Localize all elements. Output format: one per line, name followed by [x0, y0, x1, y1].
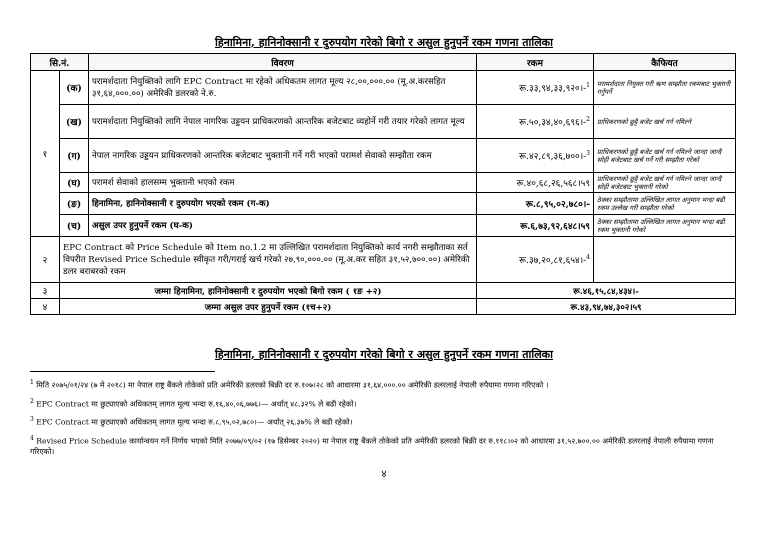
footnotes: [30, 377, 735, 462]
row-amount-cell: [477, 105, 594, 139]
sub-index: (च): [60, 215, 89, 237]
row-remark: परामर्शदाता नियुक्त गरी ऋण सम्झौता रकमबाट भुक्तानी गर्नुपर्ने: [594, 71, 736, 105]
page-title-repeat: हिनामिना, हानिनोक्सानी र दुरुपयोग गरेको बिगो र असुल हुनुपर्ने रकम गणना तालिका: [215, 348, 553, 361]
sub-index: (घ): [60, 173, 89, 193]
footnote-text: Revised Price Schedule कार्यान्वयन गर्ने निर्णय भएको मिति २०७७/०९/०२ (१७ डिसेम्बर २०२०) मा नेपाल राष्ट्र बैंकले तोकेको प्रति अमेरिकी डलरको बिक्री दर रु.११८।०२ को आधारमा ३१,५२,७००.०० अमेरिकी डलरलाई नेपाली रुपैयामा गणना गरिएको।: [30, 436, 714, 457]
sub-index: (ङ): [60, 193, 89, 215]
row-amount: रू.३७,२०,८१,६५४।-: [519, 256, 587, 266]
row-sn: २: [31, 237, 60, 283]
table-row: [31, 237, 736, 283]
footnote-ref: 4: [586, 254, 590, 261]
row-remark: प्राधिकरणको छुट्टै बजेट खर्च गर्न नमिल्ने जान्दा जान्दै सोही बजेटबाट खर्च गर्ने गरी सम्झौता गरेको: [594, 139, 736, 173]
row-description: असुल उपर हुनुपर्ने रकम (घ-क): [89, 215, 477, 237]
footnote: [30, 377, 735, 391]
row-amount-cell: [477, 139, 594, 173]
row-description: EPC Contract को Price Schedule को Item no.1.2 मा उल्लिखित परामर्शदाता नियुक्तिको कार्य नगरी सम्झौताका सर्त विपरीत Revised Price Schedule स्वीकृत गरी/गराई खर्च गरेको २७,९०,०००.०० (मू.अ.कर सहित ३१,५२,७००.००) अमेरिकी डलर बराबरको रकम: [60, 237, 477, 283]
row-amount: रू.४०,६८,२६,५६८।५९: [477, 173, 594, 193]
footnote-number: 3: [30, 416, 34, 424]
calculation-table: [30, 53, 736, 315]
row-description: परामर्शदाता नियुक्तिको लागि नेपाल नागरिक उड्डयन प्राधिकरणको आन्तरिक बजेटबाट व्यहोर्ने गरी तयार गरेको लागत मूल्य: [89, 105, 477, 139]
footnote: [30, 433, 735, 458]
sub-index: (ग): [60, 139, 89, 173]
footnote: [30, 414, 735, 428]
row-remark: प्राधिकरणको छुट्टै बजेट खर्च गर्न नमिल्ने: [594, 105, 736, 139]
footnote-text: EPC Contract मा छुट्याएको अधिकतम् लागत मूल्य भन्दा रु.१६,४०,०६,७७६।— अर्थात् ४८.३२% ले बढी रहेको।: [36, 399, 357, 409]
row-description: हिनामिना, हानिनोक्सानी र दुरुपयोग भएको रकम (ग-क): [89, 193, 477, 215]
sub-index: (क): [60, 71, 89, 105]
footnote-number: 1: [30, 379, 34, 386]
footnote-ref: 2: [586, 116, 590, 123]
row-sn: ३: [31, 283, 60, 299]
table-row: [31, 215, 736, 237]
row-amount-cell: [477, 237, 594, 283]
row-sn: १: [31, 71, 60, 237]
table-row: [31, 283, 736, 299]
table-row: [31, 71, 736, 105]
total-amount: रू.४६,१५,८४,४३४।-: [477, 283, 736, 299]
row-description: परामर्शदाता नियुक्तिको लागि EPC Contract मा रहेको अधिकतम लागत मूल्य २८,००,०००.०० (मू.अ.करसहित ३१,६४,०००.००) अमेरिकी डलरको ने.रु.: [89, 71, 477, 105]
footnote-number: 4: [30, 434, 34, 442]
footnote-ref: 3: [586, 150, 590, 157]
table-row: [31, 299, 736, 315]
sub-index: (ख): [60, 105, 89, 139]
header-description: विवरण: [89, 54, 477, 71]
row-remark: ठेक्का सम्झौतामा उल्लिखित लागत अनुमान भन्दा बढी रकम भुक्तानी गरेको: [594, 215, 736, 237]
table-row: [31, 139, 736, 173]
total-label: जम्मा हिनामिना, हानिनोक्सानी र दुरुपयोग भएको बिगो रकम ( १ङ +२): [60, 283, 477, 299]
table-row: [31, 173, 736, 193]
row-amount-cell: [477, 71, 594, 105]
row-sn: ४: [31, 299, 60, 315]
table-row: [31, 105, 736, 139]
footnote-text: मिति २०७५/०१/२४ (७ मे २०१८) मा नेपाल राष्ट्र बैंकले तोकेको प्रति अमेरिकी डलरको बिक्री दर रु.१०७।२८ को आधारमा ३१,६४,०००.०० अमेरिकी डलरलाई नेपाली रुपैयामा गणना गरिएको ।: [36, 380, 549, 390]
recovery-amount: रू.४३,९४,७४,३०२।५९: [477, 299, 736, 315]
footnote-text: EPC Contract मा छुट्याएको अधिकतम् लागत मूल्य भन्दा रु.८,९५,०२,७८०।— अर्थात् २६.३७% ले बढी रहेको।: [36, 417, 353, 427]
header-sn: सि.नं.: [31, 54, 89, 71]
row-remark: ठेक्का सम्झौतामा उल्लिखित लागत अनुमान भन्दा बढी रकम उल्लेख गरी सम्झौता गरेको: [594, 193, 736, 215]
row-amount: रू.८,९५,०२,७८०।-: [477, 193, 594, 215]
table-row: [31, 193, 736, 215]
recovery-label: जम्मा असुल उपर हुनुपर्ने रकम (१च+२): [60, 299, 477, 315]
page-number: ४: [381, 469, 387, 480]
footnote-divider: [30, 371, 215, 372]
row-amount: रू.६,७३,९२,६४८।५९: [477, 215, 594, 237]
table-header-row: [31, 54, 736, 71]
row-amount: रू.५०,३४,४०,६९६।-: [519, 118, 587, 128]
header-amount: रकम: [477, 54, 594, 71]
row-amount: रू.३३,९४,३३,९२०।-: [519, 84, 587, 94]
row-remark-empty: [594, 237, 736, 283]
row-amount: रू.४२,८९,३६,७००।-: [519, 152, 587, 162]
footnote-ref: 1: [586, 82, 590, 89]
row-description: परामर्श सेवाको हालसम्म भुक्तानी भएको रकम: [89, 173, 477, 193]
header-remarks: कैफियत: [594, 54, 736, 71]
footnote: [30, 396, 735, 410]
row-remark: प्राधिकरणको छुट्टै बजेट खर्च गर्न नमिल्ने जान्दा जान्दै सोही बजेटबाट भुक्तानी गरेको: [594, 173, 736, 193]
row-description: नेपाल नागरिक उड्डयन प्राधिकरणको आन्तरिक बजेटबाट भुक्तानी गर्ने गरी भएको परामर्श सेवाको सम्झौता रकम: [89, 139, 477, 173]
footnote-number: 2: [30, 397, 34, 405]
page-title: हिनामिना, हानिनोक्सानी र दुरुपयोग गरेको बिगो र असुल हुनुपर्ने रकम गणना तालिका: [215, 36, 553, 49]
